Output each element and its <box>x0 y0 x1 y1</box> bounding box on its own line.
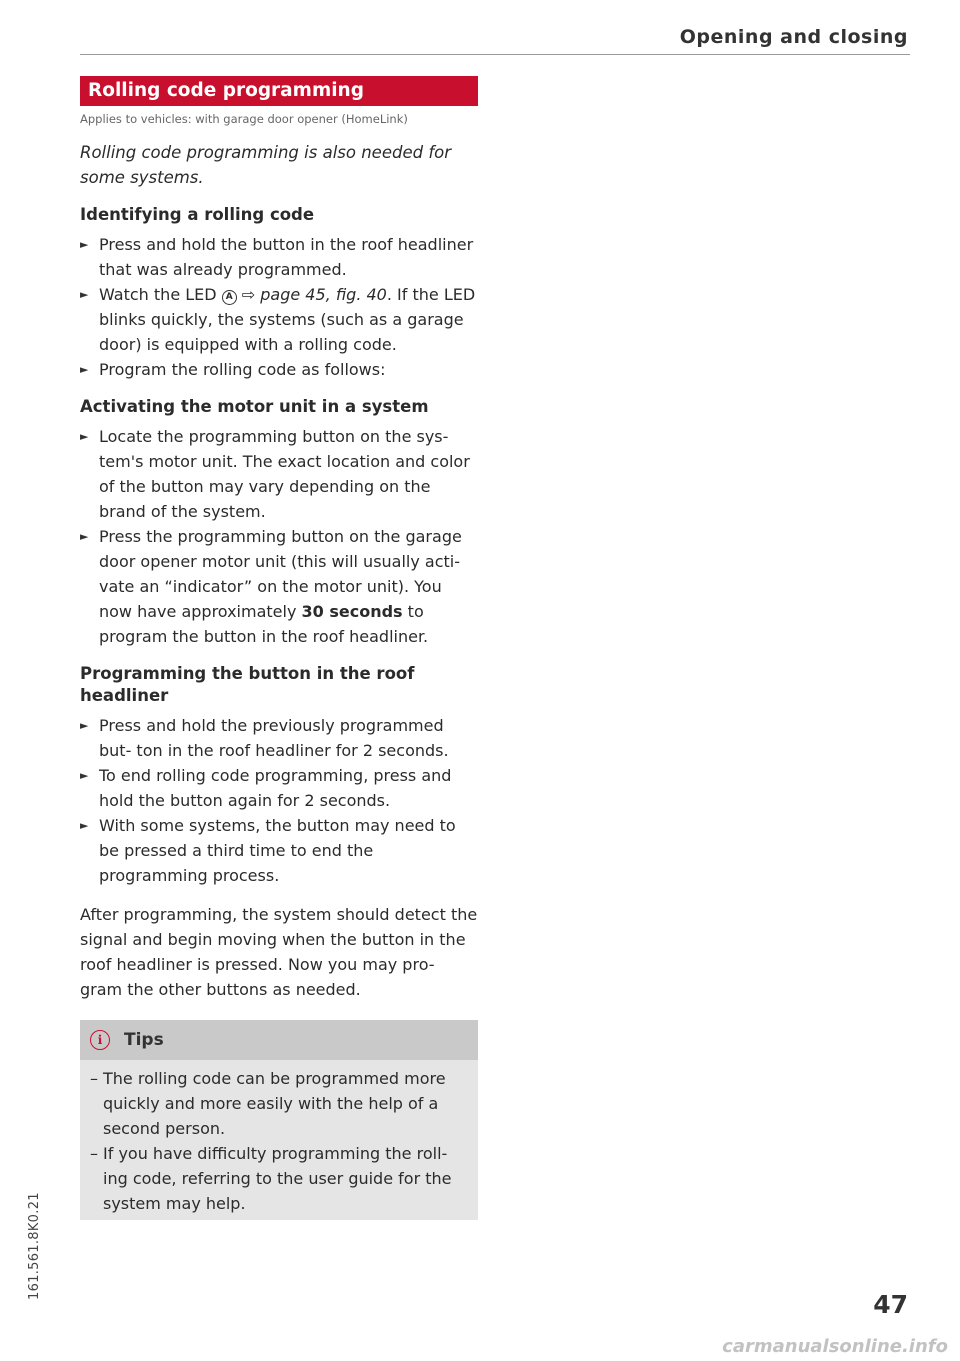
activate-heading: Activating the motor unit in a system <box>80 397 429 416</box>
activate-step-1: ► Locate the programming button on the sys- tem's motor unit. The exact location and color of the button may vary depending on the brand of the system. <box>80 424 478 524</box>
identify-step-3: ► Program the rolling code as follows: <box>80 357 478 382</box>
content-column <box>80 76 478 1220</box>
identify-heading: Identifying a rolling code <box>80 205 315 224</box>
applies-to-note: Applies to vehicles: with garage door opener (HomeLink) <box>80 112 408 126</box>
section-title: Rolling code programming <box>80 76 478 106</box>
chapter-title: Opening and closing <box>679 26 908 48</box>
program-step-2: ► To end rolling code programming, press and hold the button again for 2 seconds. <box>80 763 478 813</box>
bullet-icon: ► <box>80 430 89 443</box>
bullet-icon: ► <box>80 288 89 301</box>
identify-step-1: ► Press and hold the button in the roof headliner that was already programmed. <box>80 232 478 282</box>
duration-highlight: 30 seconds <box>301 602 403 621</box>
tips-heading: Tips <box>124 1030 164 1050</box>
bullet-icon: ► <box>80 719 89 732</box>
page-number: 47 <box>873 1290 908 1319</box>
bullet-icon: ► <box>80 769 89 782</box>
program-step-3: ► With some systems, the button may need to be pressed a third time to end the programming process. <box>80 813 478 888</box>
figure-reference-link[interactable]: ⇨ page 45, fig. 40 <box>236 285 387 304</box>
led-marker-icon: A <box>222 290 237 305</box>
watermark: carmanualsonline.info <box>722 1336 948 1357</box>
header-rule <box>80 54 910 55</box>
tip-item-1: – The rolling code can be programmed more quickly and more easily with the help of a second person. <box>90 1069 446 1138</box>
document-code: 161.561.8K0.21 <box>27 1192 42 1300</box>
bullet-icon: ► <box>80 238 89 251</box>
tips-header <box>80 1020 478 1060</box>
program-heading: Programming the button in the roof headliner <box>80 664 415 705</box>
intro-text: Rolling code programming is also needed for some systems. <box>80 143 452 187</box>
activate-step-2: ► Press the programming button on the garage door opener motor unit (this will usually acti- vate an “indicator” on the motor unit). You now have approximately 30 seconds to program the button in the roof headliner. <box>80 524 478 649</box>
info-icon: i <box>90 1030 110 1050</box>
after-programming-text: After programming, the system should detect the signal and begin moving when the button in the roof headliner is pressed. Now you may pro- gram the other buttons as needed. <box>80 905 478 999</box>
program-step-1: ► Press and hold the previously programmed but- ton in the roof headliner for 2 seconds. <box>80 713 478 763</box>
tips-body <box>80 1060 478 1220</box>
bullet-icon: ► <box>80 530 89 543</box>
tips-box <box>80 1020 478 1220</box>
bullet-icon: ► <box>80 363 89 376</box>
tip-item-2: – If you have difficulty programming the roll- ing code, referring to the user guide for the system may help. <box>90 1144 452 1213</box>
identify-step-2: ► Watch the LED A ⇨ page 45, fig. 40. If the LED blinks quickly, the systems (such as a garage door) is equipped with a rolling code. <box>80 282 478 357</box>
bullet-icon: ► <box>80 819 89 832</box>
